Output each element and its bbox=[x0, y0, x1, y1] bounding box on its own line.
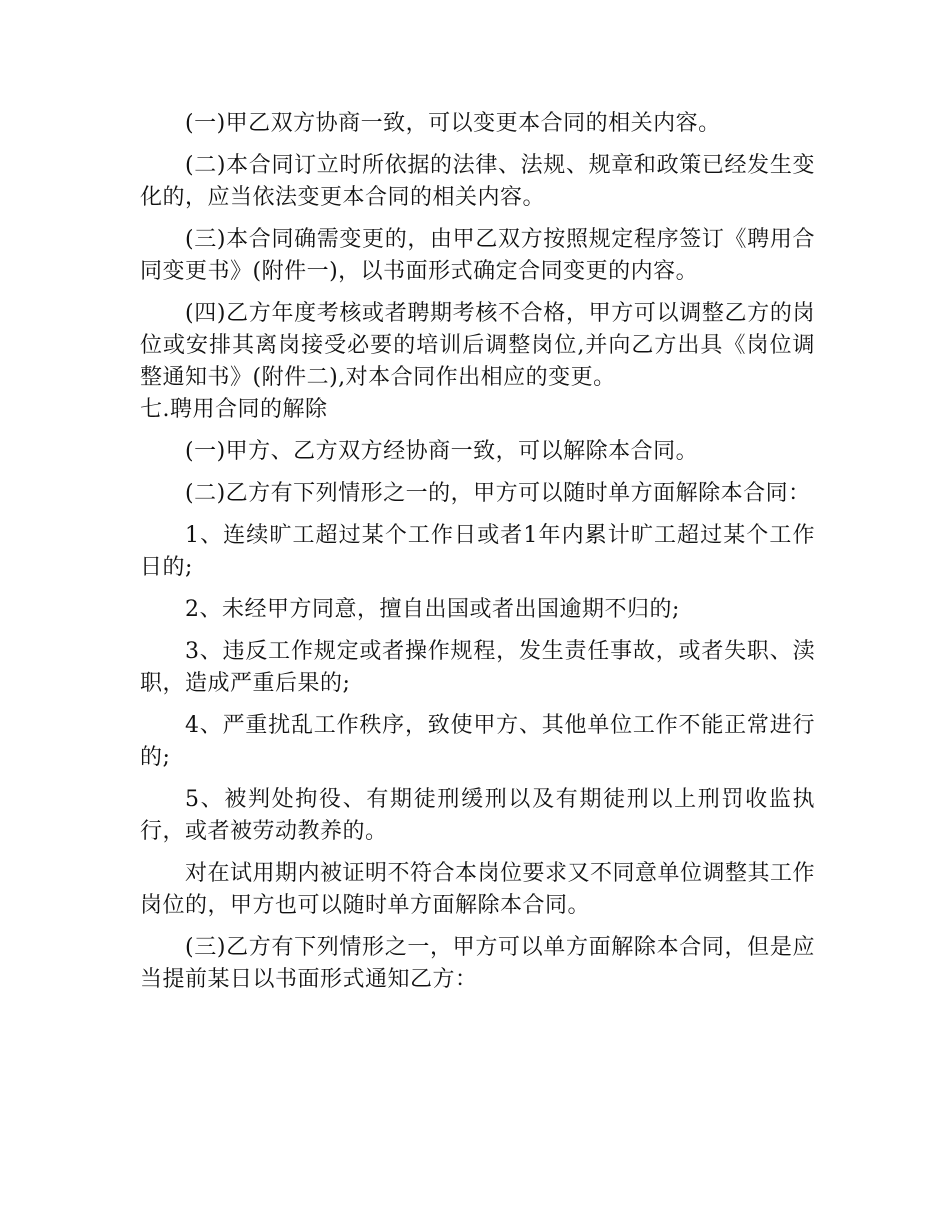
list-item-3: 3、违反工作规定或者操作规程，发生责任事故，或者失职、渎职，造成严重后果的; bbox=[140, 639, 815, 696]
paragraph-change-1: (一)甲乙双方协商一致，可以变更本合同的相关内容。 bbox=[185, 111, 721, 136]
list-item-1: 1、连续旷工超过某个工作日或者1年内累计旷工超过某个工作日的; bbox=[140, 523, 815, 580]
section-heading: 七.聘用合同的解除 bbox=[140, 397, 328, 422]
paragraph-termination-2: (二)乙方有下列情形之一的，甲方可以随时单方面解除本合同： bbox=[185, 481, 811, 506]
paragraph-termination-3: (三)乙方有下列情形之一，甲方可以单方面解除本合同，但是应当提前某日以书面形式通知乙方： bbox=[140, 935, 815, 992]
document-body bbox=[140, 108, 815, 996]
paragraph-termination-1: (一)甲方、乙方双方经协商一致，可以解除本合同。 bbox=[185, 439, 699, 464]
paragraph-change-3: (三)本合同确需变更的，由甲乙双方按照规定程序签订《聘用合同变更书》(附件一)，以书面形式确定合同变更的内容。 bbox=[140, 227, 815, 284]
paragraph-change-2: (二)本合同订立时所依据的法律、法规、规章和政策已经发生变化的，应当依法变更本合同的相关内容。 bbox=[140, 153, 815, 210]
paragraph-trial-period: 对在试用期内被证明不符合本岗位要求又不同意单位调整其工作岗位的，甲方也可以随时单方面解除本合同。 bbox=[140, 861, 816, 918]
paragraph-change-4: (四)乙方年度考核或者聘期考核不合格，甲方可以调整乙方的岗位或安排其离岗接受必要的培训后调整岗位,并向乙方出具《岗位调整通知书》(附件二),对本合同作出相应的变更。 bbox=[140, 301, 815, 390]
list-item-4: 4、严重扰乱工作秩序，致使甲方、其他单位工作不能正常进行的; bbox=[140, 713, 815, 770]
list-item-5: 5、被判处拘役、有期徒刑缓刑以及有期徒刑以上刑罚收监执行，或者被劳动教养的。 bbox=[140, 787, 815, 844]
list-item-2: 2、未经甲方同意，擅自出国或者出国逾期不归的; bbox=[185, 597, 680, 622]
